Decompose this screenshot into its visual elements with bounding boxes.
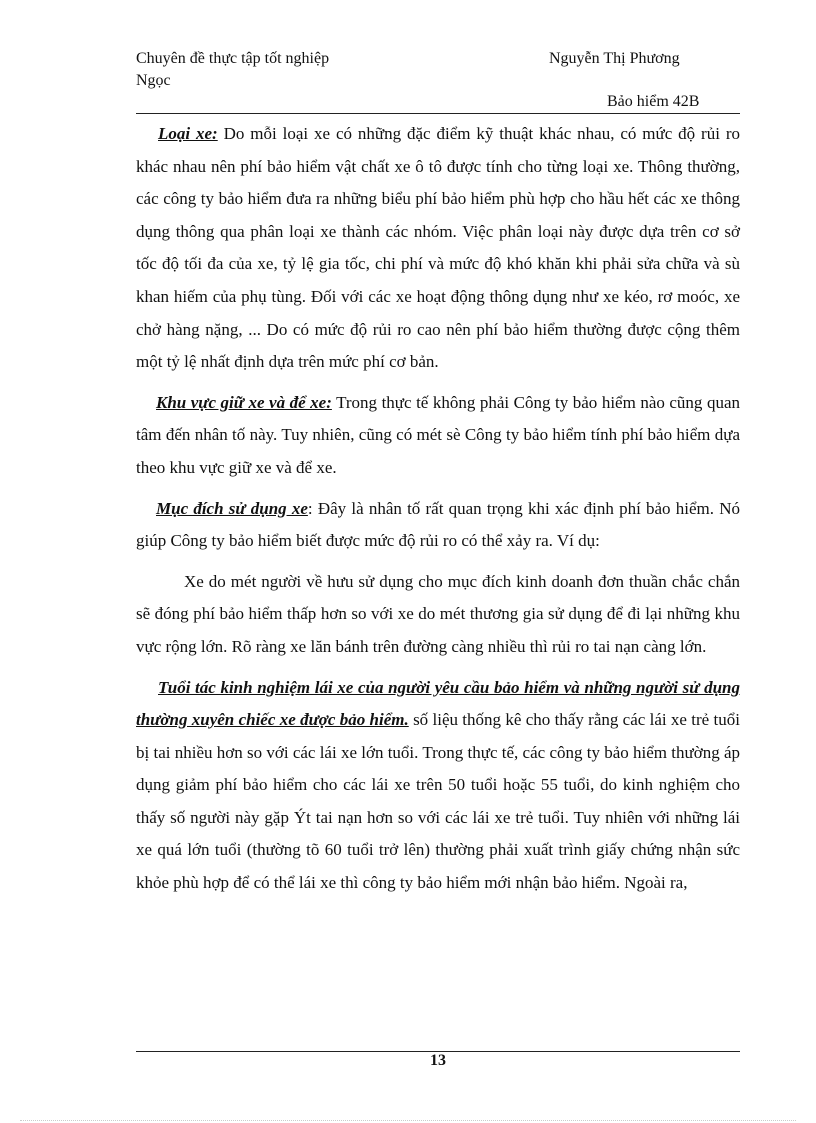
header-class: Bảo hiểm 42B xyxy=(607,93,700,110)
paragraph-driver-age xyxy=(136,672,740,900)
paragraph-text: Xe do mét người về hưu sử dụng cho mục đích kinh doanh đơn thuần chắc chắn sẽ đóng phí bảo hiểm thấp hơn so với xe do mét thương gia sử dụng để đi lại những khu vực rộng lớn. Rõ ràng xe lăn bánh trên đường càng nhiều thì rủi ro tai nạn càng lớn. xyxy=(136,571,740,656)
paragraph-text: Trong thực tế không phải Công ty bảo hiểm nào cũng quan tâm đến nhân tố này. Tuy nhiên, cũng có mét sè Công ty bảo hiểm tính phí bảo hiểm dựa theo khu vực giữ xe và để xe. xyxy=(136,392,740,477)
page-header xyxy=(136,48,740,114)
header-divider xyxy=(136,113,740,114)
paragraph-label: Loại xe: xyxy=(158,124,218,143)
paragraph-text: số liệu thống kê cho thấy rằng các lái xe trẻ tuổi bị tai nhiều hơn so với các lái xe lớn tuổi. Trong thực tế, các công ty bảo hiểm thường áp dụng giảm phí bảo hiểm cho các lái xe trên 50 tuổi hoặc 55 tuổi, do kinh nghiệm cho thấy số người này gặp Ýt tai nạn hơn so với các lái xe trẻ tuổi. Tuy nhiên với những lái xe quá lớn tuổi (thường tõ 60 tuổi trở lên) thường phải xuất trình giấy chứng nhận sức khỏe phù hợp để có thể lái xe thì công ty bảo hiểm mới nhận bảo hiểm. Ngoài ra, xyxy=(136,710,740,893)
paragraph-parking-area xyxy=(136,387,740,485)
header-author-continued: Ngọc xyxy=(136,72,171,89)
paragraph-usage-purpose xyxy=(136,493,740,558)
page-number: 13 xyxy=(430,1052,446,1069)
paragraph-example xyxy=(136,566,740,664)
paragraph-text: : Đây là nhân tố rất quan trọng khi xác định phí bảo hiểm. Nó giúp Công ty bảo hiểm biết được mức độ rủi ro có thể xảy ra. Ví dụ: xyxy=(136,498,740,551)
page-edge-dotted-line xyxy=(20,1120,796,1121)
header-author: Nguyễn Thị Phương xyxy=(549,50,680,67)
document-body xyxy=(136,118,740,908)
paragraph-label: Tuổi tác kinh nghiệm lái xe của người yêu cầu bảo hiểm và những người sử dụng thường xuyên chiếc xe được bảo hiểm. xyxy=(136,677,740,730)
paragraph-text: Do mỗi loại xe có những đặc điểm kỹ thuật khác nhau, có mức độ rủi ro khác nhau nên phí bảo hiểm vật chất xe ô tô được tính cho từng loại xe. Thông thường, các công ty bảo hiểm đưa ra những biểu phí bảo hiểm phù hợp cho hầu hết các xe thông dụng thông qua phân loại xe thành các nhóm. Việc phân loại này được dựa trên cơ sở tốc độ tối đa của xe, tỷ lệ gia tốc, chi phí và mức độ khó khăn khi phải sửa chữa và sù khan hiếm của phụ tùng. Đối với các xe hoạt động thông dụng như xe kéo, rơ moóc, xe chở hàng nặng, ... Do có mức độ rủi ro cao nên phí bảo hiểm thường được cộng thêm một tỷ lệ nhất định dựa trên mức phí cơ bản. xyxy=(136,124,740,372)
paragraph-label: Mục đích sử dụng xe xyxy=(156,498,308,518)
header-title: Chuyên đề thực tập tốt nghiệp xyxy=(136,50,330,67)
paragraph-label: Khu vực giữ xe và để xe: xyxy=(156,392,332,412)
paragraph-vehicle-type xyxy=(136,118,740,379)
